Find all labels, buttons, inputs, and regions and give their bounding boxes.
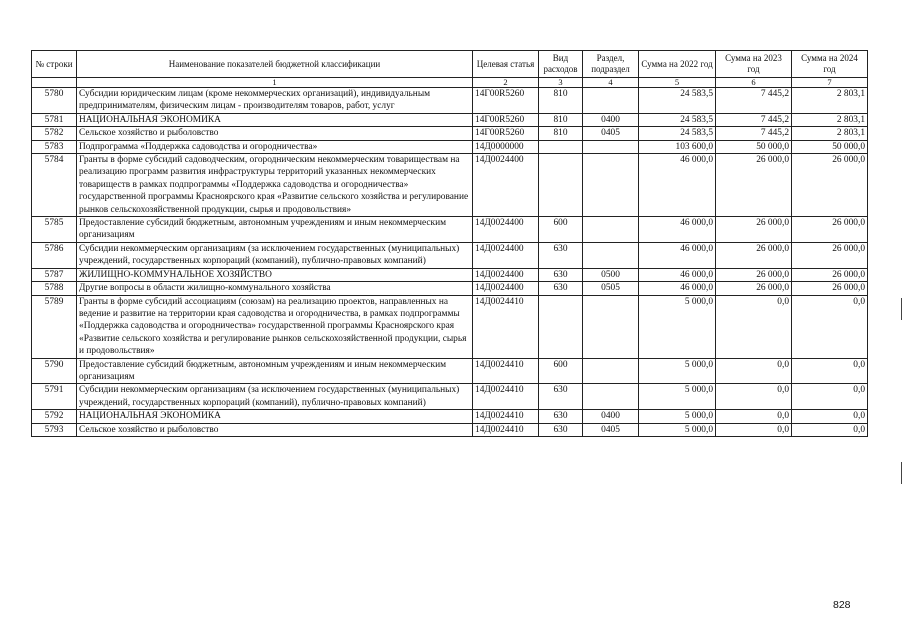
sum-2023-cell: 26 000,0 — [716, 217, 792, 243]
sum-2024-cell: 0,0 — [792, 384, 868, 410]
expense-kind-cell: 630 — [539, 268, 583, 281]
row-number-cell: 5789 — [32, 295, 77, 358]
sum-2023-cell: 50 000,0 — [716, 140, 792, 153]
sum-2022-cell: 5 000,0 — [639, 384, 716, 410]
sum-2022-cell: 46 000,0 — [639, 282, 716, 295]
column-number: 6 — [716, 78, 792, 88]
sum-2024-cell: 0,0 — [792, 295, 868, 358]
target-article-cell: 14Д0024410 — [473, 423, 539, 436]
sum-2024-cell: 0,0 — [792, 358, 868, 384]
table-row — [32, 358, 868, 384]
sum-2024-cell: 26 000,0 — [792, 154, 868, 217]
indicator-name-cell: Гранты в форме субсидий садоводческим, огородническим некоммерческим товариществам на реализацию программ развития инфраструктуры территорий указанных некоммерческих товариществ в рамках подпрограммы «Поддержка садоводства и огородничества» государственной программы Красноярского края «Развитие сельского хозяйства и регулирование рынков сельскохозяйственной продукции, сырья и продовольствия» — [77, 154, 473, 217]
indicator-name-cell: Субсидии некоммерческим организациям (за исключением государственных (муниципальных) учреждений, государственных корпораций (компаний), публично-правовых компаний) — [77, 384, 473, 410]
target-article-cell: 14Г00R5260 — [473, 127, 539, 140]
sum-2022-cell: 24 583,5 — [639, 127, 716, 140]
section-cell — [583, 217, 639, 243]
indicator-name-cell: Другие вопросы в области жилищно-коммунального хозяйства — [77, 282, 473, 295]
sum-2024-cell: 26 000,0 — [792, 268, 868, 281]
sum-2023-cell: 0,0 — [716, 423, 792, 436]
indicator-name-cell: Гранты в форме субсидий ассоциациям (союзам) на реализацию проектов, направленных на ведение и развитие на территории края садоводства и огородничества, в рамках подпрограммы «Поддержка садоводства и огородничества» государственной программы Красноярского края «Развитие сельского хозяйства и регулирование рынков сельскохозяйственной продукции, сырья и продовольствия» — [77, 295, 473, 358]
table-row — [32, 410, 868, 423]
header-section: Раздел, подраздел — [583, 51, 639, 78]
header-kind: Вид расходов — [539, 51, 583, 78]
sum-2023-cell: 26 000,0 — [716, 282, 792, 295]
expense-kind-cell: 630 — [539, 410, 583, 423]
row-number-cell: 5781 — [32, 113, 77, 126]
header-sum-2022: Сумма на 2022 год — [639, 51, 716, 78]
sum-2023-cell: 26 000,0 — [716, 242, 792, 268]
sum-2023-cell: 0,0 — [716, 384, 792, 410]
indicator-name-cell: Субсидии юридическим лицам (кроме некоммерческих организаций), индивидуальным предпринимателям, физическим лицам - производителям товаров, работ, услуг — [77, 88, 473, 114]
target-article-cell: 14Г00R5260 — [473, 88, 539, 114]
indicator-name-cell: Предоставление субсидий бюджетным, автономным учреждениям и иным некоммерческим организациям — [77, 217, 473, 243]
header-sum-2024: Сумма на 2024 год — [792, 51, 868, 78]
page-number: 828 — [833, 599, 851, 611]
target-article-cell: 14Д0024410 — [473, 295, 539, 358]
expense-kind-cell: 810 — [539, 88, 583, 114]
column-number — [32, 78, 77, 88]
indicator-name-cell: НАЦИОНАЛЬНАЯ ЭКОНОМИКА — [77, 410, 473, 423]
table-row — [32, 384, 868, 410]
table-row — [32, 423, 868, 436]
target-article-cell: 14Д0024410 — [473, 410, 539, 423]
section-cell — [583, 154, 639, 217]
table-row — [32, 88, 868, 114]
sum-2022-cell: 24 583,5 — [639, 88, 716, 114]
expense-kind-cell — [539, 140, 583, 153]
sum-2022-cell: 5 000,0 — [639, 423, 716, 436]
header-row-no: № строки — [32, 51, 77, 78]
section-cell — [583, 140, 639, 153]
header-row — [32, 51, 868, 78]
table-row — [32, 217, 868, 243]
sum-2023-cell: 7 445,2 — [716, 88, 792, 114]
section-cell: 0405 — [583, 127, 639, 140]
sum-2024-cell: 0,0 — [792, 423, 868, 436]
sum-2024-cell: 26 000,0 — [792, 217, 868, 243]
budget-table — [31, 50, 868, 437]
table-row — [32, 242, 868, 268]
section-cell — [583, 242, 639, 268]
section-cell: 0400 — [583, 410, 639, 423]
target-article-cell: 14Д0024400 — [473, 154, 539, 217]
sum-2022-cell: 46 000,0 — [639, 268, 716, 281]
sum-2023-cell: 7 445,2 — [716, 127, 792, 140]
section-cell: 0405 — [583, 423, 639, 436]
indicator-name-cell: Сельское хозяйство и рыболовство — [77, 423, 473, 436]
sum-2024-cell: 26 000,0 — [792, 242, 868, 268]
table-row — [32, 127, 868, 140]
column-number: 3 — [539, 78, 583, 88]
scan-margin-mark — [901, 462, 902, 484]
expense-kind-cell — [539, 154, 583, 217]
column-number: 5 — [639, 78, 716, 88]
target-article-cell: 14Д0024400 — [473, 268, 539, 281]
sum-2023-cell: 26 000,0 — [716, 268, 792, 281]
row-number-cell: 5783 — [32, 140, 77, 153]
sum-2022-cell: 46 000,0 — [639, 154, 716, 217]
column-number: 1 — [77, 78, 473, 88]
target-article-cell: 14Д0024410 — [473, 358, 539, 384]
sum-2023-cell: 0,0 — [716, 358, 792, 384]
column-number: 7 — [792, 78, 868, 88]
sum-2024-cell: 2 803,1 — [792, 88, 868, 114]
indicator-name-cell: Сельское хозяйство и рыболовство — [77, 127, 473, 140]
column-number-row — [32, 78, 868, 88]
sum-2022-cell: 5 000,0 — [639, 358, 716, 384]
target-article-cell: 14Д0024400 — [473, 217, 539, 243]
row-number-cell: 5792 — [32, 410, 77, 423]
row-number-cell: 5791 — [32, 384, 77, 410]
column-number: 2 — [473, 78, 539, 88]
sum-2023-cell: 0,0 — [716, 410, 792, 423]
column-number: 4 — [583, 78, 639, 88]
section-cell: 0505 — [583, 282, 639, 295]
target-article-cell: 14Д0024400 — [473, 242, 539, 268]
expense-kind-cell: 600 — [539, 358, 583, 384]
section-cell — [583, 88, 639, 114]
row-number-cell: 5786 — [32, 242, 77, 268]
sum-2022-cell: 5 000,0 — [639, 410, 716, 423]
section-cell — [583, 384, 639, 410]
table-row — [32, 113, 868, 126]
section-cell: 0400 — [583, 113, 639, 126]
sum-2024-cell: 2 803,1 — [792, 127, 868, 140]
expense-kind-cell: 600 — [539, 217, 583, 243]
table-row — [32, 268, 868, 281]
target-article-cell: 14Д0024410 — [473, 384, 539, 410]
row-number-cell: 5784 — [32, 154, 77, 217]
sum-2024-cell: 50 000,0 — [792, 140, 868, 153]
sum-2023-cell: 0,0 — [716, 295, 792, 358]
row-number-cell: 5793 — [32, 423, 77, 436]
target-article-cell: 14Д0000000 — [473, 140, 539, 153]
table-row — [32, 282, 868, 295]
sum-2024-cell: 0,0 — [792, 410, 868, 423]
section-cell — [583, 295, 639, 358]
sum-2024-cell: 2 803,1 — [792, 113, 868, 126]
expense-kind-cell: 630 — [539, 242, 583, 268]
sum-2022-cell: 46 000,0 — [639, 242, 716, 268]
sum-2023-cell: 7 445,2 — [716, 113, 792, 126]
expense-kind-cell: 630 — [539, 384, 583, 410]
table-row — [32, 154, 868, 217]
row-number-cell: 5788 — [32, 282, 77, 295]
indicator-name-cell: ЖИЛИЩНО-КОММУНАЛЬНОЕ ХОЗЯЙСТВО — [77, 268, 473, 281]
row-number-cell: 5782 — [32, 127, 77, 140]
indicator-name-cell: Подпрограмма «Поддержка садоводства и огородничества» — [77, 140, 473, 153]
target-article-cell: 14Г00R5260 — [473, 113, 539, 126]
target-article-cell: 14Д0024400 — [473, 282, 539, 295]
header-sum-2023: Сумма на 2023 год — [716, 51, 792, 78]
sum-2022-cell: 5 000,0 — [639, 295, 716, 358]
sum-2023-cell: 26 000,0 — [716, 154, 792, 217]
indicator-name-cell: Субсидии некоммерческим организациям (за исключением государственных (муниципальных) учреждений, государственных корпораций (компаний), публично-правовых компаний) — [77, 242, 473, 268]
sum-2022-cell: 46 000,0 — [639, 217, 716, 243]
expense-kind-cell: 810 — [539, 127, 583, 140]
header-target: Целевая статья — [473, 51, 539, 78]
sum-2022-cell: 24 583,5 — [639, 113, 716, 126]
table-row — [32, 140, 868, 153]
table-body — [32, 88, 868, 437]
indicator-name-cell: НАЦИОНАЛЬНАЯ ЭКОНОМИКА — [77, 113, 473, 126]
row-number-cell: 5790 — [32, 358, 77, 384]
row-number-cell: 5780 — [32, 88, 77, 114]
expense-kind-cell: 630 — [539, 423, 583, 436]
scan-margin-mark — [901, 298, 902, 320]
indicator-name-cell: Предоставление субсидий бюджетным, автономным учреждениям и иным некоммерческим организациям — [77, 358, 473, 384]
row-number-cell: 5785 — [32, 217, 77, 243]
expense-kind-cell — [539, 295, 583, 358]
expense-kind-cell: 630 — [539, 282, 583, 295]
sum-2024-cell: 26 000,0 — [792, 282, 868, 295]
sum-2022-cell: 103 600,0 — [639, 140, 716, 153]
table-row — [32, 295, 868, 358]
row-number-cell: 5787 — [32, 268, 77, 281]
section-cell — [583, 358, 639, 384]
section-cell: 0500 — [583, 268, 639, 281]
expense-kind-cell: 810 — [539, 113, 583, 126]
header-name: Наименование показателей бюджетной классификации — [77, 51, 473, 78]
